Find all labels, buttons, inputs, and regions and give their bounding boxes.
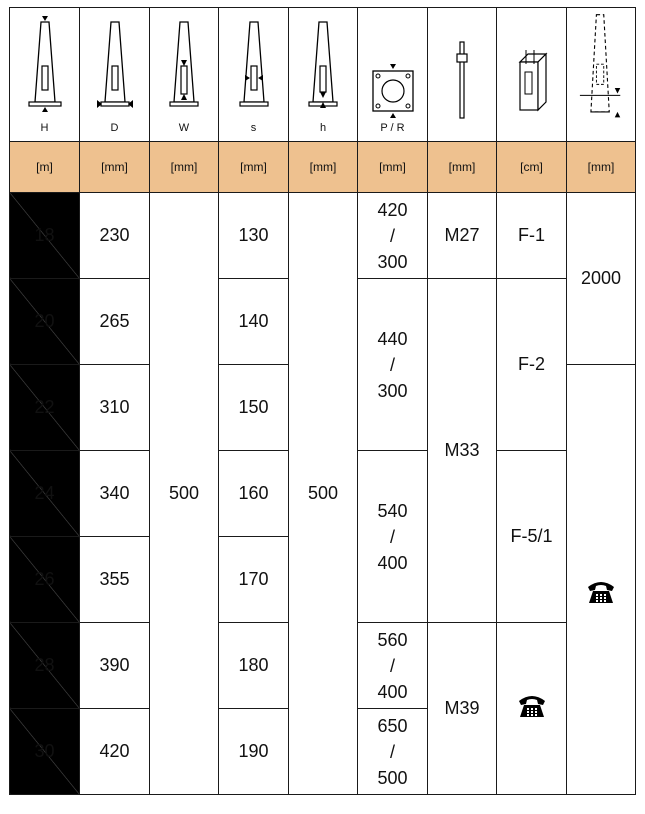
diameter-cell: 390 — [80, 623, 150, 709]
unit-cell: [mm] — [428, 142, 497, 193]
height-cell: 26 — [10, 537, 80, 623]
table-row — [10, 193, 636, 279]
plate-cell: 650 / 500 — [358, 709, 428, 795]
w-cell: 500 — [150, 193, 219, 795]
column-label-h: H — [40, 122, 49, 134]
plate-cell: 540 / 400 — [358, 451, 428, 623]
height-cell: 30 — [10, 709, 80, 795]
telephone-icon — [517, 693, 547, 719]
pole-w-icon — [164, 16, 204, 120]
column-label-plate: P / R — [380, 122, 405, 134]
diameter-cell: 310 — [80, 365, 150, 451]
pole-diameter-icon — [95, 16, 135, 120]
diameter-cell: 265 — [80, 279, 150, 365]
embed-cell: 2000 — [567, 193, 636, 365]
column-label-h-small: h — [319, 122, 327, 134]
plate-cell: 440 / 300 — [358, 279, 428, 451]
foundation-cell: F-5/1 — [497, 451, 567, 623]
h-cell: 500 — [289, 193, 358, 795]
embed-phone-cell — [567, 365, 636, 795]
diameter-cell: 340 — [80, 451, 150, 537]
unit-cell: [mm] — [80, 142, 150, 193]
height-cell: 24 — [10, 451, 80, 537]
pole-specification-table — [9, 7, 636, 795]
pole-height-icon — [25, 16, 65, 120]
bolt-cell: M39 — [428, 623, 497, 795]
s-cell: 170 — [219, 537, 289, 623]
diameter-cell: 230 — [80, 193, 150, 279]
height-cell: 20 — [10, 279, 80, 365]
unit-cell: [cm] — [497, 142, 567, 193]
s-cell: 180 — [219, 623, 289, 709]
plate-cell: 560 / 400 — [358, 623, 428, 709]
unit-cell: [mm] — [219, 142, 289, 193]
anchor-bolt-icon — [452, 40, 472, 120]
height-cell: 28 — [10, 623, 80, 709]
foundation-phone-cell — [497, 623, 567, 795]
unit-cell: [mm] — [289, 142, 358, 193]
unit-cell: [mm] — [150, 142, 219, 193]
diameter-cell: 355 — [80, 537, 150, 623]
s-cell: 130 — [219, 193, 289, 279]
pole-h-icon — [303, 16, 343, 120]
column-label-w: W — [178, 122, 190, 134]
unit-cell: [mm] — [567, 142, 636, 193]
s-cell: 150 — [219, 365, 289, 451]
foundation-cell: F-2 — [497, 279, 567, 451]
plate-cell: 420 / 300 — [358, 193, 428, 279]
foundation-cell: F-1 — [497, 193, 567, 279]
bolt-cell: M27 — [428, 193, 497, 279]
height-cell: 18 — [10, 193, 80, 279]
embedded-pole-icon — [576, 11, 626, 121]
unit-cell: [mm] — [358, 142, 428, 193]
icon-header-row — [10, 8, 636, 142]
foundation-block-icon — [512, 50, 552, 120]
unit-row — [10, 142, 636, 193]
s-cell: 160 — [219, 451, 289, 537]
s-cell: 190 — [219, 709, 289, 795]
pole-s-icon — [234, 16, 274, 120]
column-label-d: D — [110, 122, 119, 134]
column-label-s: s — [250, 122, 257, 134]
telephone-icon — [586, 579, 616, 605]
height-cell: 22 — [10, 365, 80, 451]
s-cell: 140 — [219, 279, 289, 365]
bolt-cell: M33 — [428, 279, 497, 623]
base-plate-icon — [368, 64, 418, 120]
diameter-cell: 420 — [80, 709, 150, 795]
unit-cell: [m] — [10, 142, 80, 193]
